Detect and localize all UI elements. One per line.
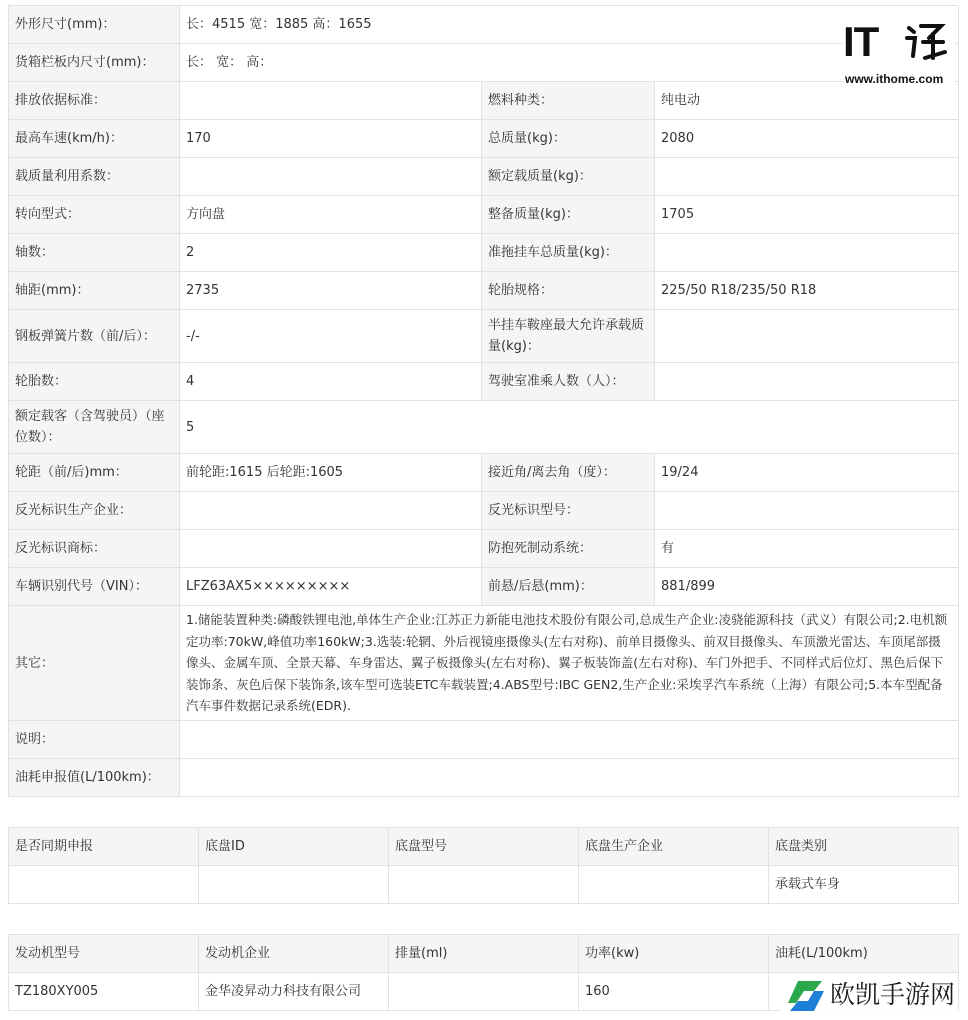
chassis-header-cell: 底盘型号 (389, 828, 579, 866)
spec-value-other: 1.储能装置种类:磷酸铁锂电池,单体生产企业:江苏正力新能电池技术股份有限公司,总成生产企业:凌骁能源科技（武义）有限公司;2.电机额定功率:70kW,峰值功率160kW;3.选装:轮辋、外后视镜座摄像头(左右对称)、前单目摄像头、前双目摄像头、车顶激光雷达、车顶尾部摄像头、金属车顶、全景天幕、车身雷达、翼子板摄像头(左右对称)、翼子板装饰盖(左右对称)、车门外把手、不同样式后位灯、黑色后保下装饰条、灰色后保下装饰条,该车型可选装ETC车载装置;4.ABS型号:IBC GEN2,生产企业:采埃孚汽车系统（上海）有限公司;5.本车型配备汽车事件数据记录系统(EDR). (180, 606, 959, 721)
chassis-data-cell (199, 866, 389, 904)
spec-value-cargo-box: 长： 宽： 高： (180, 44, 959, 82)
spec-row (9, 234, 959, 272)
spec-label-axles: 轴数： (9, 234, 180, 272)
spec-value-reflector-maker (180, 492, 482, 530)
spec-label-cab-occupants: 驾驶室准乘人数（人）： (482, 363, 655, 401)
engine-header-cell: 功率(kw) (579, 935, 769, 973)
spec-row (9, 6, 959, 44)
spec-label-wheelbase: 轴距(mm)： (9, 272, 180, 310)
spec-label-load-factor: 载质量利用系数： (9, 158, 180, 196)
spec-value-cab-occupants (655, 363, 959, 401)
spec-row (9, 82, 959, 120)
spec-row (9, 120, 959, 158)
ithome-watermark (843, 16, 955, 88)
spec-label-fuel-type: 燃料种类： (482, 82, 655, 120)
spec-label-overhang: 前悬/后悬(mm)： (482, 568, 655, 606)
spec-label-approach-departure: 接近角/离去角（度）： (482, 454, 655, 492)
game-site-watermark (780, 973, 958, 1017)
spec-table (8, 5, 959, 797)
spec-label-fuel-consumption: 油耗申报值(L/100km)： (9, 759, 180, 797)
spec-row (9, 454, 959, 492)
engine-data-cell: 金华凌昇动力科技有限公司 (199, 973, 389, 1011)
spec-row (9, 568, 959, 606)
spec-row (9, 759, 959, 797)
spec-row (9, 363, 959, 401)
spec-value-tire-count: 4 (180, 363, 482, 401)
chassis-data-cell (579, 866, 769, 904)
spec-label-curb-mass: 整备质量(kg)： (482, 196, 655, 234)
spec-value-vin: LFZ63AX5××××××××× (180, 568, 482, 606)
spec-value-steering: 方向盘 (180, 196, 482, 234)
spec-label-reflector-brand: 反光标识商标： (9, 530, 180, 568)
spec-row (9, 158, 959, 196)
spec-value-load-factor (180, 158, 482, 196)
spec-value-trailer-mass (655, 234, 959, 272)
spec-row (9, 530, 959, 568)
spec-label-reflector-model: 反光标识型号： (482, 492, 655, 530)
spec-label-rated-load: 额定载质量(kg)： (482, 158, 655, 196)
spec-row (9, 44, 959, 82)
spec-label-total-mass: 总质量(kg)： (482, 120, 655, 158)
spec-value-emission-standard (180, 82, 482, 120)
engine-header-row (9, 935, 959, 973)
spec-row (9, 606, 959, 721)
spec-row (9, 401, 959, 454)
spec-label-steering: 转向型式： (9, 196, 180, 234)
chassis-header-cell: 是否同期申报 (9, 828, 199, 866)
spec-value-reflector-brand (180, 530, 482, 568)
spec-value-reflector-model (655, 492, 959, 530)
spec-label-saddle-load: 半挂车鞍座最大允许承载质量(kg)： (482, 310, 655, 363)
spec-label-other: 其它： (9, 606, 180, 721)
chassis-data-cell: 承载式车身 (769, 866, 959, 904)
spec-label-abs: 防抱死制动系统： (482, 530, 655, 568)
chassis-data-row (9, 866, 959, 904)
spec-value-total-mass: 2080 (655, 120, 959, 158)
spec-label-vin: 车辆识别代号（VIN）： (9, 568, 180, 606)
spec-value-rated-load (655, 158, 959, 196)
spec-label-notes: 说明： (9, 721, 180, 759)
spec-row (9, 492, 959, 530)
spec-value-fuel-type: 纯电动 (655, 82, 959, 120)
spec-value-axles: 2 (180, 234, 482, 272)
engine-header-cell: 发动机型号 (9, 935, 199, 973)
chassis-header-row (9, 828, 959, 866)
spec-label-track: 轮距（前/后)mm： (9, 454, 180, 492)
engine-header-cell: 油耗(L/100km) (769, 935, 959, 973)
spec-value-saddle-load (655, 310, 959, 363)
engine-header-cell: 排量(ml) (389, 935, 579, 973)
spec-value-seats: 5 (180, 401, 959, 454)
spec-label-tire-count: 轮胎数： (9, 363, 180, 401)
spec-label-emission-standard: 排放依据标准： (9, 82, 180, 120)
chassis-header-cell: 底盘生产企业 (579, 828, 769, 866)
spec-label-dimensions: 外形尺寸(mm)： (9, 6, 180, 44)
spec-row (9, 721, 959, 759)
spec-value-dimensions: 长：4515 宽：1885 高：1655 (180, 6, 959, 44)
spec-value-abs: 有 (655, 530, 959, 568)
spec-label-max-speed: 最高车速(km/h)： (9, 120, 180, 158)
spec-row (9, 196, 959, 234)
chassis-table (8, 827, 959, 904)
spec-value-wheelbase: 2735 (180, 272, 482, 310)
spec-label-cargo-box: 货箱栏板内尺寸(mm)： (9, 44, 180, 82)
engine-header-cell: 发动机企业 (199, 935, 389, 973)
chassis-data-cell (389, 866, 579, 904)
spec-value-notes (180, 721, 959, 759)
spec-value-fuel-consumption (180, 759, 959, 797)
ithome-logo-text: IT (843, 18, 879, 65)
spec-value-max-speed: 170 (180, 120, 482, 158)
spec-label-reflector-maker: 反光标识生产企业： (9, 492, 180, 530)
chassis-header-cell: 底盘ID (199, 828, 389, 866)
spec-label-trailer-mass: 准拖挂车总质量(kg)： (482, 234, 655, 272)
ithome-logo-icon (905, 22, 949, 62)
site-logo-icon (784, 977, 828, 1015)
ithome-domain: www.ithome.com (845, 72, 944, 86)
spec-value-overhang: 881/899 (655, 568, 959, 606)
chassis-data-cell (9, 866, 199, 904)
spec-value-leaf-springs: -/- (180, 310, 482, 363)
spec-value-approach-departure: 19/24 (655, 454, 959, 492)
engine-data-cell: 160 (579, 973, 769, 1011)
spec-value-curb-mass: 1705 (655, 196, 959, 234)
engine-data-cell: TZ180XY005 (9, 973, 199, 1011)
chassis-header-cell: 底盘类别 (769, 828, 959, 866)
site-watermark-text: 欧凯手游网 (830, 980, 956, 1009)
engine-data-cell (389, 973, 579, 1011)
spec-label-tire-spec: 轮胎规格： (482, 272, 655, 310)
spec-label-leaf-springs: 钢板弹簧片数（前/后）： (9, 310, 180, 363)
spec-value-tire-spec: 225/50 R18/235/50 R18 (655, 272, 959, 310)
spec-value-track: 前轮距:1615 后轮距:1605 (180, 454, 482, 492)
spec-row (9, 310, 959, 363)
spec-row (9, 272, 959, 310)
spec-label-seats: 额定载客（含驾驶员）（座位数）： (9, 401, 180, 454)
